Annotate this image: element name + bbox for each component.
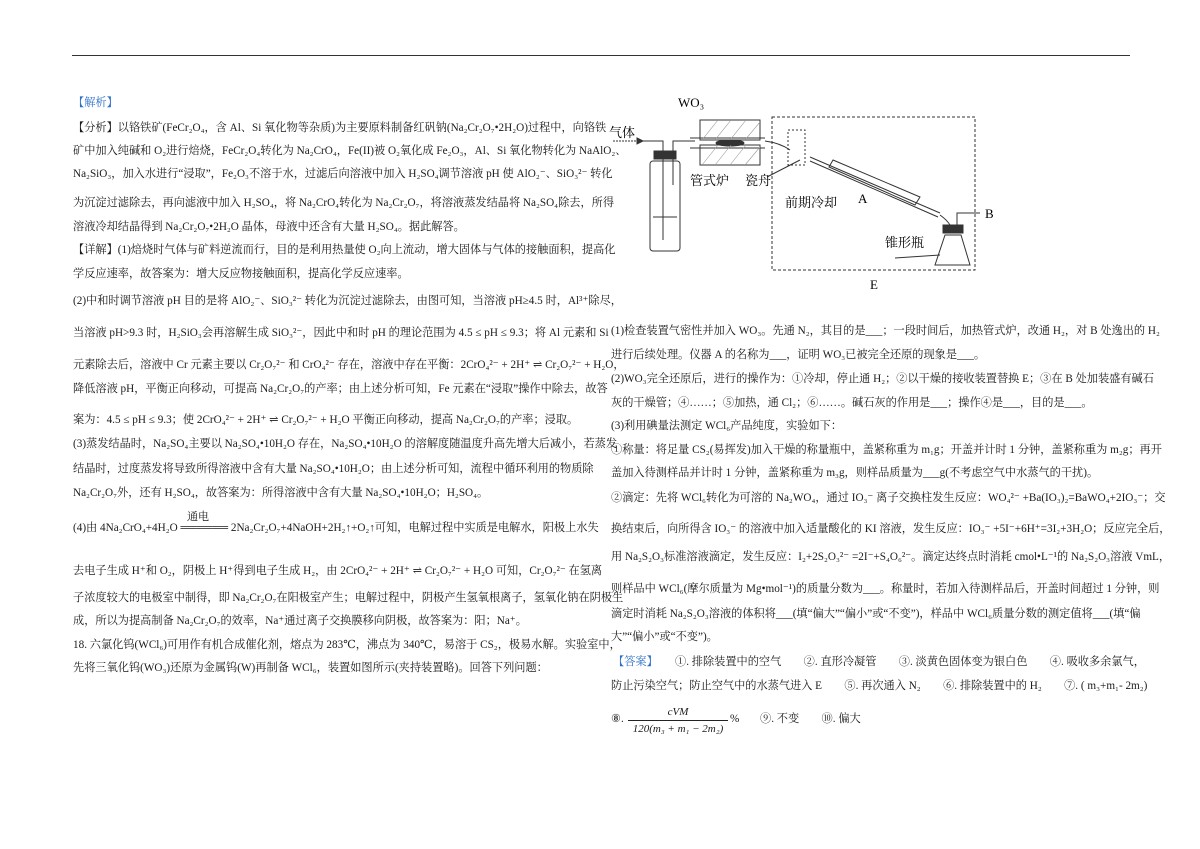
left-line: (4)由 4Na₂CrO₄+4H₂O ══════ 2Na₂Cr₂O₇+4NaOH+2H₂↑+O₂↑可知，电解过程中实质是电解水，阳极上水失 xyxy=(73,522,599,534)
right-line: (3)利用碘量法测定 WCl₆产品纯度，实验如下： xyxy=(611,420,843,432)
right-line: 换结束后，向所得含 IO₃⁻ 的溶液中加入适量酸化的 KI 溶液，发生反应：IO₃⁻ +5I⁻+6H⁺=3I₂+3H₂O；反应完全后， xyxy=(611,523,1171,535)
label-precool: 前期冷却 xyxy=(785,195,838,210)
left-line: 案为：4.5 ≤ pH ≤ 9.3；使 2CrO₄²⁻ + 2H⁺ ⇌ Cr₂O₇²⁻ + H₂O 平衡正向移动，提高 Na₂Cr₂O₇的产率；浸取。 xyxy=(73,414,579,426)
answer-line: ①. 排除装置中的空气 ②. 直形冷凝管 ③. 淡黄色固体变为银白色 ④. 吸收多余氯气， xyxy=(675,656,1145,668)
electrolysis-label: 通电 xyxy=(187,511,209,523)
header-rule xyxy=(72,55,1130,56)
left-line: 先将三氧化钨(WO₃)还原为金属钨(W)再制备 WCl₆，装置如图所示(夹持装置略)。回答下列问题： xyxy=(73,662,548,674)
left-line: (2)中和时调节溶液 pH 目的是将 AlO₂⁻、SiO₃²⁻ 转化为沉淀过滤除去，由图可知，当溶液 pH≥4.5 时，Al³⁺除尽， xyxy=(73,295,622,307)
left-line: 【分析】以铬铁矿(FeCr₂O₄，含 Al、Si 氧化物等杂质)为主要原料制备红矾钠(Na₂Cr₂O₇•2H₂O)过程中，向铬铁 xyxy=(73,122,607,134)
left-line: 当溶液 pH>9.3 时，H₂SiO₃会再溶解生成 SiO₃²⁻，因此中和时 pH 的理论范围为 4.5 ≤ pH ≤ 9.3；将 Al 元素和 Si xyxy=(73,327,609,339)
right-line: 滴定时消耗 Na₂S₂O₃溶液的体积将___(填“偏大”“偏小”或“不变”)，样品中 WCl₆质量分数的测定值将___(填“偏 xyxy=(611,608,1141,620)
left-line: 结晶时，过度蒸发将导致所得溶液中含有大量 Na₂SO₄•10H₂O；由上述分析可知，流程中循环利用的物质除 xyxy=(73,463,594,475)
right-line: ①称量：将足量 CS₂(易挥发)加入干燥的称量瓶中，盖紧称重为 m₁g；开盖并计时 1 分钟，盖紧称重为 m₂g；再开 xyxy=(611,444,1162,456)
right-line: (1)检查装置气密性并加入 WO₃。先通 N₂，其目的是___；一段时间后，加热管式炉，改通 H₂，对 B 处逸出的 H₂ xyxy=(611,325,1160,337)
left-line: 学反应速率，故答案为：增大反应物接触面积，提高化学反应速率。 xyxy=(73,268,409,280)
right-line: (2)WO₃完全还原后，进行的操作为：①冷却，停止通 H₂；②以干燥的接收装置替换 E；③在 B 处加装盛有碱石 xyxy=(611,373,1154,385)
left-line: Na₂SiO₃，加入水进行“浸取”，Fe₂O₃不溶于水，过滤后向溶液中加入 H₂SO₄调节溶液 pH 使 AlO₂⁻、SiO₃²⁻ 转化 xyxy=(73,168,613,180)
left-line: 矿中加入纯碱和 O₂进行焙烧，FeCr₂O₄转化为 Na₂CrO₄，Fe(II)被 O₂氧化成 Fe₂O₃，Al、Si 氧化物转化为 NaAlO₂、 xyxy=(73,145,627,157)
left-line: 【详解】(1)焙烧时气体与矿料逆流而行，目的是利用热量使 O₂向上流动，增大固体与气体的接触面积，提高化 xyxy=(73,244,616,256)
left-line: Na₂Cr₂O₇外，还有 H₂SO₄，故答案为：所得溶液中含有大量 Na₂SO₄•10H₂O；H₂SO₄。 xyxy=(73,487,489,499)
left-line: 元素除去后，溶液中 Cr 元素主要以 Cr₂O₇²⁻ 和 CrO₄²⁻ 存在，溶液中存在平衡：2CrO₄²⁻ + 2H⁺ ⇌ Cr₂O₇²⁻ + H₂O， xyxy=(73,359,625,371)
answer-label: 【答案】 xyxy=(613,656,658,668)
left-line: (3)蒸发结晶时，Na₂SO₄主要以 Na₂SO₄•10H₂O 存在，Na₂SO₄•10H₂O 的溶解度随温度升高先增大后减小，若蒸发 xyxy=(73,438,618,450)
apparatus-diagram xyxy=(605,85,1005,295)
label-wo3: WO₃ xyxy=(678,95,705,110)
right-line: 则样品中 WCl₆(摩尔质量为 Mg•mol⁻¹)的质量分数为___。称量时，若加入待测样品后，开盖时间超过 1 分钟，则 xyxy=(611,583,1160,595)
right-line: 进行后续处理。仪器 A 的名称为___，证明 WO₃已被完全还原的现象是___。 xyxy=(611,349,986,361)
left-line: 溶液冷却结晶得到 Na₂Cr₂O₇•2H₂O 晶体，母液中还含有大量 H₂SO₄。据此解答。 xyxy=(73,221,465,233)
box-e xyxy=(772,117,975,270)
label-boat: 瓷舟 xyxy=(745,173,772,188)
fraction-denominator: 120(m₃ + m₁ − 2m₂) xyxy=(632,723,724,735)
left-line: 成，所以为提高制备 Na₂Cr₂O₇的效率，Na⁺通过离子交换膜移向阴极，故答案为：阳；Na⁺。 xyxy=(73,615,527,627)
wash-bottle xyxy=(650,161,680,251)
tube-furnace-top xyxy=(700,120,760,140)
question-18: 18. 六氯化钨(WCl₆)可用作有机合成催化剂，熔点为 283℃，沸点为 340℃，易溶于 CS₂，极易水解。实验室中， xyxy=(73,639,621,651)
label-flask: 锥形瓶 xyxy=(885,235,925,250)
answer-8-fraction xyxy=(628,706,728,735)
fraction-numerator: cVM xyxy=(628,706,728,721)
answer-8-suffix: % xyxy=(730,713,740,725)
answer-8-prefix: ⑧. xyxy=(611,713,624,725)
left-line: 去电子生成 H⁺和 O₂，阴极上 H⁺得到电子生成 H₂，由 2CrO₄²⁻ + 2H⁺ ⇌ Cr₂O₇²⁻ + H₂O 可知，Cr₂O₇²⁻ 在氢离 xyxy=(73,565,603,577)
answer-line: ⑨. 不变 ⑩. 偏大 xyxy=(760,713,861,725)
left-line: 为沉淀过滤除去，再向滤液中加入 H₂SO₄，将 Na₂CrO₄转化为 Na₂Cr₂O₇，将溶液蒸发结晶将 Na₂SO₄除去，所得 xyxy=(73,197,615,209)
right-line: 盖加入待测样品并计时 1 分钟，盖紧称重为 m₃g，则样品质量为___g(不考虑空气中水蒸气的干扰)。 xyxy=(611,467,1099,479)
right-line: 大”“偏小”或“不变”)。 xyxy=(611,631,718,643)
answer-line: 防止污染空气；防止空气中的水蒸气进入 E ⑤. 再次通入 N₂ ⑥. 排除装置中的 H₂ ⑦. ( m₃+m₁- 2m₂) xyxy=(611,680,1148,692)
conical-flask xyxy=(935,235,970,265)
porcelain-boat xyxy=(716,140,744,146)
right-line: ②滴定：先将 WCl₆转化为可溶的 Na₂WO₄，通过 IO₃⁻ 离子交换柱发生反应：WO₄²⁻ +Ba(IO₃)₂=BaWO₄+2IO₃⁻；交 xyxy=(611,492,1166,504)
label-gas: 气体 xyxy=(609,125,636,140)
left-line: 降低溶液 pH，平衡正向移动，可提高 Na₂Cr₂O₇的产率；由上述分析可知，Fe 元素在“浸取”操作中除去，故答 xyxy=(73,383,608,395)
label-b: B xyxy=(985,206,994,221)
label-e: E xyxy=(870,277,878,292)
right-line: 用 Na₂S₂O₃标准溶液滴定，发生反应：I₂+2S₂O₃²⁻ =2I⁻+S₄O₆²⁻。滴定达终点时消耗 cmol•L⁻¹的 Na₂S₂O₃溶液 VmL， xyxy=(611,551,1171,563)
analysis-heading: 【解析】 xyxy=(73,97,118,109)
label-a: A xyxy=(858,191,868,206)
precool-box xyxy=(788,130,805,165)
label-furnace: 管式炉 xyxy=(690,173,730,188)
right-line: 灰的干燥管；④……；⑤加热，通 Cl₂；⑥……。碱石灰的作用是___；操作④是___，目的是___。 xyxy=(611,397,1093,409)
left-line: 子浓度较大的电极室中制得，即 Na₂Cr₂O₇在阳极室产生；电解过程中，阴极产生氢氧根离子，氢氧化钠在阴极生 xyxy=(73,592,624,604)
